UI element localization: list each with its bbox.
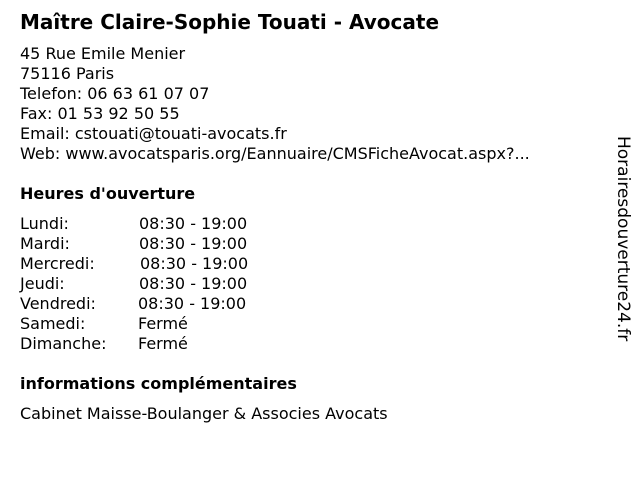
day-hours: Fermé <box>138 334 188 353</box>
additional-info-heading: informations complémentaires <box>20 374 297 393</box>
day-hours: 08:30 - 19:00 <box>140 254 249 273</box>
hours-row-sunday <box>20 334 320 354</box>
hours-row-tuesday <box>20 234 320 254</box>
hours-row-monday <box>20 214 320 234</box>
hours-row-thursday <box>20 274 320 294</box>
day-hours: Fermé <box>138 314 188 333</box>
day-label: Dimanche: <box>20 334 107 353</box>
day-label: Mercredi: <box>20 254 95 273</box>
additional-info-text: Cabinet Maisse-Boulanger & Associes Avocats <box>20 404 388 423</box>
day-label: Vendredi: <box>20 294 96 313</box>
day-hours: 08:30 - 19:00 <box>138 294 247 313</box>
day-label: Jeudi: <box>20 274 65 293</box>
phone-number: Telefon: 06 63 61 07 07 <box>20 84 210 103</box>
business-title: Maître Claire-Sophie Touati - Avocate <box>20 10 440 34</box>
day-label: Samedi: <box>20 314 86 333</box>
email-address: Email: cstouati@touati-avocats.fr <box>20 124 287 143</box>
opening-hours-heading: Heures d'ouverture <box>20 184 196 203</box>
city-address: 75116 Paris <box>20 64 115 83</box>
contact-block <box>20 44 530 164</box>
fax-number: Fax: 01 53 92 50 55 <box>20 104 180 123</box>
hours-row-friday <box>20 294 320 314</box>
opening-hours-table <box>20 214 320 354</box>
site-watermark: Horairesdouverture24.fr <box>613 136 633 342</box>
day-hours: 08:30 - 19:00 <box>139 274 248 293</box>
street-address: 45 Rue Emile Menier <box>20 44 186 63</box>
day-hours: 08:30 - 19:00 <box>139 234 248 253</box>
day-label: Mardi: <box>20 234 70 253</box>
hours-row-wednesday <box>20 254 320 274</box>
day-hours: 08:30 - 19:00 <box>139 214 248 233</box>
hours-row-saturday <box>20 314 320 334</box>
day-label: Lundi: <box>20 214 69 233</box>
website-url: Web: www.avocatsparis.org/Eannuaire/CMSFicheAvocat.aspx?... <box>20 144 530 163</box>
